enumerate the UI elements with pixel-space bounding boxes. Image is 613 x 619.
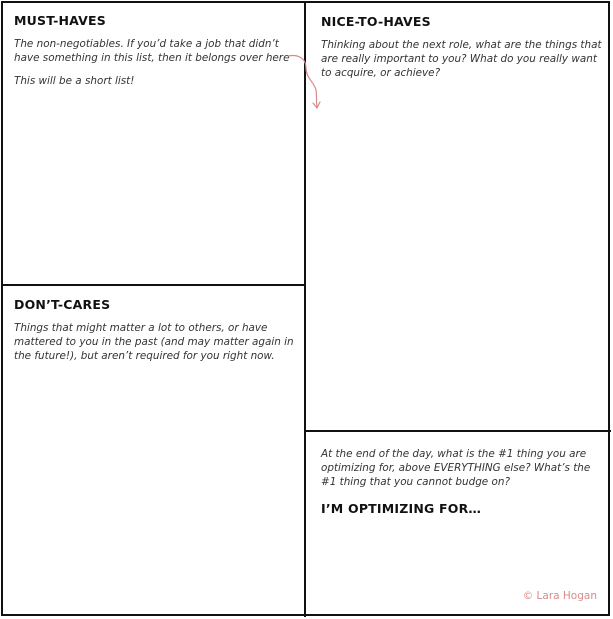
nice-to-haves-heading: NICE-TO-HAVES (321, 14, 431, 29)
dont-cares-description: Things that might matter a lot to others, or have mattered to you in the past (and may matter again in the future!), but aren’t required for you right now. (14, 322, 294, 362)
optimizing-heading: I’M OPTIMIZING FOR… (321, 501, 482, 516)
left-horizontal-divider (1, 284, 306, 286)
must-haves-section (14, 13, 299, 88)
must-haves-heading: MUST-HAVES (14, 13, 106, 28)
right-horizontal-divider (304, 430, 611, 432)
nice-to-haves-section (321, 14, 603, 80)
must-haves-note: This will be a short list! (14, 75, 135, 87)
dont-cares-section (14, 297, 299, 363)
curved-arrow-icon (284, 52, 324, 112)
must-haves-description: The non-negotiables. If you’d take a job that didn’t have something in this list, then it belongs over here (14, 38, 290, 64)
optimizing-prompt: At the end of the day, what is the #1 thing you are optimizing for, above EVERYTHING else? What’s the #1 thing that you cannot budge on? (321, 448, 591, 488)
dont-cares-heading: DON’T-CARES (14, 297, 111, 312)
optimizing-section (321, 447, 603, 516)
nice-to-haves-description: Thinking about the next role, what are the things that are really important to you? What do you really want to acquire, or achieve? (321, 39, 602, 79)
copyright-credit: © Lara Hogan (522, 590, 597, 602)
